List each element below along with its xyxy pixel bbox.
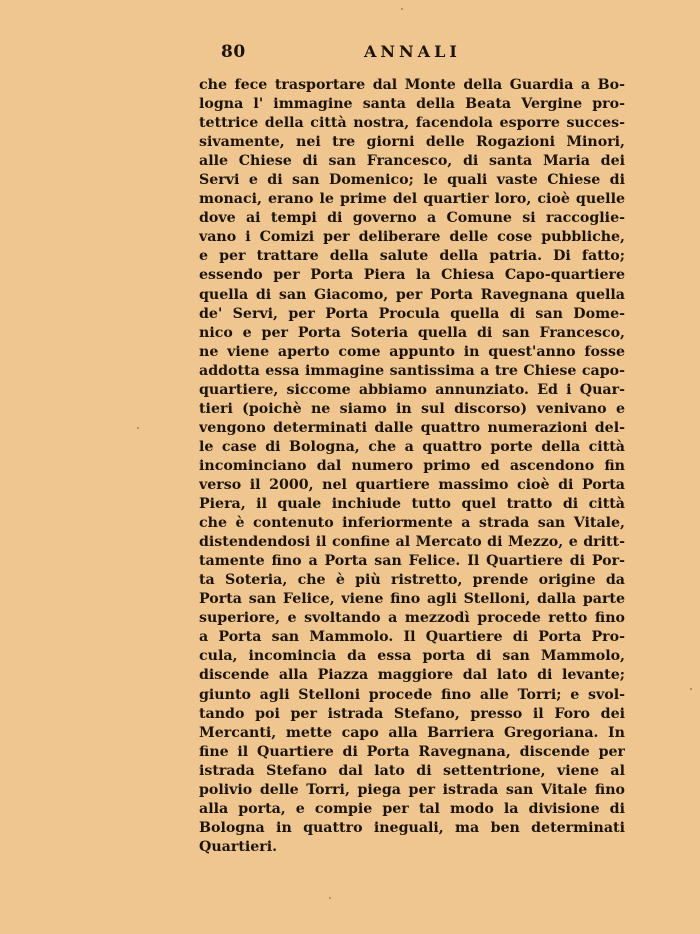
text-line: Porta san Felice, viene fino agli Stelloni, dalla parte xyxy=(199,591,625,608)
text-line: giunto agli Stelloni procede fino alle Torri; e svol- xyxy=(199,686,625,703)
text-line: dove ai tempi di governo a Comune si raccoglie- xyxy=(199,210,625,227)
text-line: Bologna in quattro ineguali, ma ben determinati xyxy=(199,819,625,836)
text-line: de' Servi, per Porta Procula quella di san Dome- xyxy=(199,305,625,322)
paper-speck xyxy=(329,897,331,899)
text-line: quella di san Giacomo, per Porta Ravegnana quella xyxy=(199,286,625,303)
text-line: Quartieri. xyxy=(199,838,278,855)
text-line: quartiere, siccome abbiamo annunziato. Ed i Quar- xyxy=(199,381,625,398)
text-line: Servi e di san Domenico; le quali vaste Chiese di xyxy=(199,172,625,189)
text-line: discende alla Piazza maggiore dal lato di levante; xyxy=(199,667,625,684)
text-line: tieri (poichè ne siamo in sul discorso) venivano e xyxy=(199,400,625,417)
text-line: superiore, e svoltando a mezzodì procede retto fino xyxy=(199,610,625,627)
text-line: essendo per Porta Piera la Chiesa Capo-quartiere xyxy=(199,267,625,284)
text-line: Mercanti, mette capo alla Barriera Gregoriana. In xyxy=(199,724,625,741)
text-line: e per trattare della salute della patria. Di fatto; xyxy=(199,248,625,265)
paper-speck xyxy=(137,427,139,429)
text-line: tando poi per istrada Stefano, presso il Foro dei xyxy=(199,705,625,722)
text-line: polivio delle Torri, piega per istrada san Vitale fino xyxy=(199,781,625,798)
text-line: vano i Comizi per deliberare delle cose pubbliche, xyxy=(199,229,625,246)
text-line: fine il Quartiere di Porta Ravegnana, discende per xyxy=(199,743,625,760)
text-line: che è contenuto inferiormente a strada san Vitale, xyxy=(199,515,625,532)
text-line: che fece trasportare dal Monte della Guardia a Bo- xyxy=(199,77,625,93)
text-line: cula, incomincia da essa porta di san Mammolo, xyxy=(199,648,625,665)
text-block xyxy=(199,76,625,857)
paper-speck xyxy=(401,8,403,10)
text-line: tamente fino a Porta san Felice. Il Quartiere di Por- xyxy=(199,553,625,570)
text-line: ta Soteria, che è più ristretto, prende origine da xyxy=(199,572,625,589)
text-line: a Porta san Mammolo. Il Quartiere di Porta Pro- xyxy=(199,629,625,646)
text-line: Piera, il quale inchiude tutto quel tratto di città xyxy=(199,496,625,513)
text-line: monaci, erano le prime del quartier loro, cioè quelle xyxy=(199,191,625,208)
text-line: ne viene aperto come appunto in quest'anno fosse xyxy=(199,343,625,360)
text-line: nico e per Porta Soteria quella di san Francesco, xyxy=(199,324,625,341)
paper-speck xyxy=(690,688,692,690)
text-line: vengono determinati dalle quattro numerazioni del- xyxy=(199,419,625,436)
text-line: addotta essa immagine santissima a tre Chiese capo- xyxy=(199,362,625,379)
running-head: ANNALI xyxy=(364,42,461,61)
text-line: sivamente, nei tre giorni delle Rogazioni Minori, xyxy=(199,134,625,151)
text-line: alla porta, e compie per tal modo la divisione di xyxy=(199,800,625,817)
text-line: le case di Bologna, che a quattro porte della città xyxy=(199,438,625,455)
text-line: distendendosi il confine al Mercato di Mezzo, e dritt- xyxy=(199,534,625,551)
text-line: alle Chiese di san Francesco, di santa Maria dei xyxy=(199,153,625,170)
text-line: incominciano dal numero primo ed ascendono fin xyxy=(199,457,625,474)
text-line: verso il 2000, nel quartiere massimo cioè di Porta xyxy=(199,476,625,493)
page-number: 80 xyxy=(221,42,246,62)
text-line: logna l' immagine santa della Beata Vergine pro- xyxy=(199,96,625,113)
text-line: istrada Stefano dal lato di settentrione, viene al xyxy=(199,762,625,779)
text-line: tettrice della città nostra, facendola esporre succes- xyxy=(199,115,625,132)
